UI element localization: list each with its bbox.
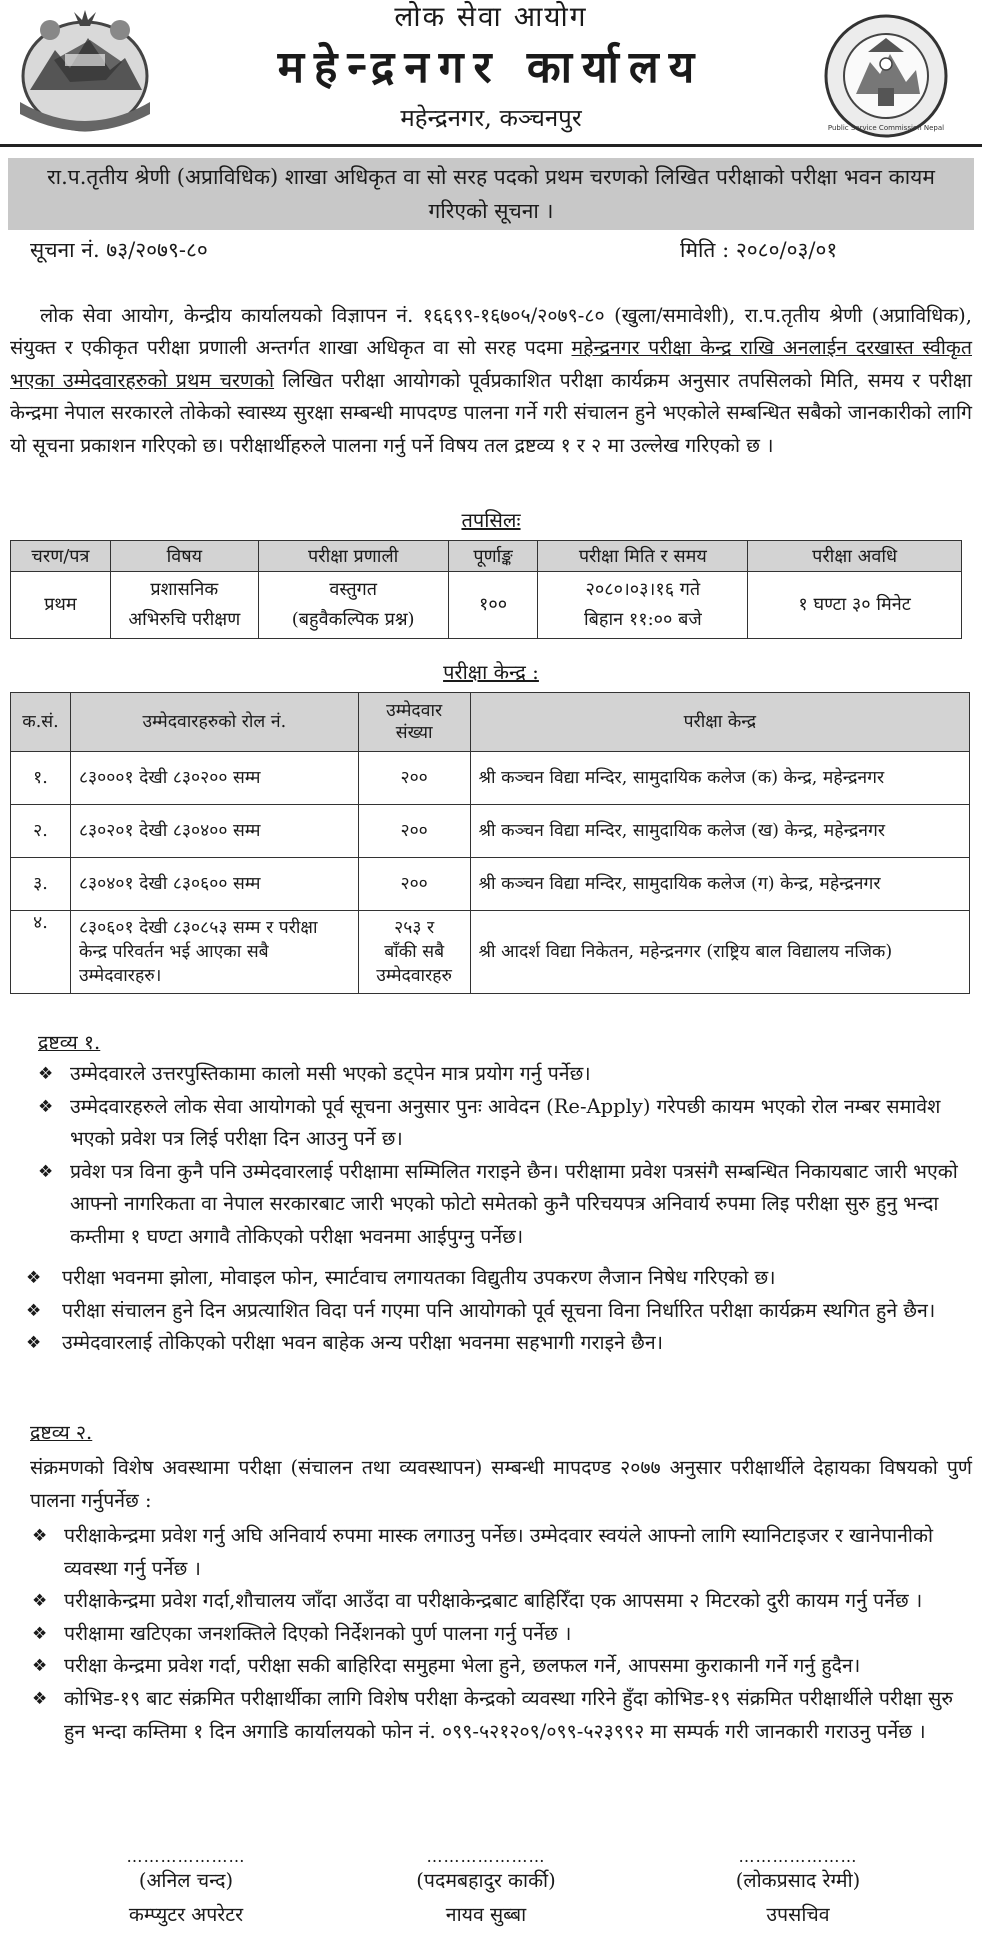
system-line: वस्तुगत xyxy=(329,579,377,600)
diamond-bullet-icon: ❖ xyxy=(32,1591,48,1612)
sn-cell: ४. xyxy=(11,911,71,994)
table-row xyxy=(11,752,970,805)
list-item xyxy=(30,1058,972,1091)
exam-centres-table xyxy=(10,692,970,994)
note2-list xyxy=(24,1520,972,1748)
body-text-underlined: महेन्द्रनगर परीक्षा केन्द्र राखि अनलाईन दरखास्त स्वीकृत भएका उम्मेदवारहरुको प्रथम चरणको xyxy=(10,336,972,392)
diamond-bullet-icon: ❖ xyxy=(38,1161,54,1182)
signature-line: ………………… xyxy=(426,1847,546,1866)
commission-name: लोक सेवा आयोग xyxy=(394,0,588,33)
table-header-row xyxy=(11,693,970,752)
sn-cell: २. xyxy=(11,805,71,858)
column-header: चरण/पत्र xyxy=(11,541,111,572)
body-text-part1: लोक सेवा आयोग, केन्द्रीय कार्यालयको विज्ञापन नं. १६६९९-१६७०५/२०७९-८० (खुला/समावेशी), रा.प.तृतीय श्रेणी (अप्राविधिक), संयुक्त र एकीकृत परीक्षा प्रणाली अन्तर्गत शाखा अधिकृत वा सो सरह पदमा xyxy=(10,304,972,360)
notice-title: रा.प.तृतीय श्रेणी (अप्राविधिक) शाखा अधिकृत वा सो सरह पदको प्रथम चरणको लिखित परीक्षाको परीक्षा भवन कायम गरिएको सूचना । xyxy=(47,165,935,223)
list-item-text: परीक्षा केन्द्रमा प्रवेश गर्दा, परीक्षा सकी बाहिरिदा समुहमा भेला हुने, छलफल गर्ने, आपसमा कुराकानी गर्ने गर्नु हुदैन। xyxy=(64,1654,861,1678)
list-item xyxy=(24,1650,972,1683)
list-item xyxy=(18,1262,972,1295)
list-item-text: परीक्षा भवनमा झोला, मोवाइल फोन, स्मार्टवाच लगायतका विद्युतीय उपकरण लैजान निषेध गरिएको छ। xyxy=(62,1266,776,1289)
centres-heading: परीक्षा केन्द्र : xyxy=(443,660,539,684)
list-item xyxy=(30,1156,972,1254)
count-line: २५३ र xyxy=(394,918,435,938)
header-divider xyxy=(0,144,982,147)
count-header-line: उम्मेदवार xyxy=(386,701,443,721)
table-row xyxy=(11,911,970,994)
list-item-text: परीक्षा संचालन हुने दिन अप्रत्याशित विदा पर्न गएमा पनि आयोगको पूर्व सूचना विना निर्धारित परीक्षा कार्यक्रम स्थगित हुने छैन। xyxy=(62,1298,936,1322)
count-header-line: संख्या xyxy=(395,723,433,743)
time-line: बिहान ११:०० बजे xyxy=(583,609,702,630)
signatory-name: (अनिल चन्द) xyxy=(138,1869,234,1892)
subject-line: अभिरुचि परीक्षण xyxy=(128,609,241,630)
centre-cell: श्री आदर्श विद्या निकेतन, महेन्द्रनगर (राष्ट्रिय बाल विद्यालय नजिक) xyxy=(470,911,969,994)
diamond-bullet-icon: ❖ xyxy=(26,1268,42,1288)
signature-line: ………………… xyxy=(738,1847,858,1866)
signatory-title: नायव सुब्बा xyxy=(445,1903,527,1926)
note1-list xyxy=(30,1058,972,1254)
date-line: २०८०।०३।१६ गते xyxy=(585,579,701,600)
table-row xyxy=(11,572,962,639)
list-item-text: उम्मेदवारहरुले लोक सेवा आयोगको पूर्व सूचना अनुसार पुनः आवेदन (Re-Apply) गरेपछी कायम भएको रोल नम्बर समावेश भएको प्रवेश पत्र लिई परीक्षा दिन आउनु पर्ने छ। xyxy=(70,1094,941,1151)
table-row xyxy=(11,805,970,858)
centre-cell: श्री कञ्चन विद्या मन्दिर, सामुदायिक कलेज (ख) केन्द्र, महेन्द्रनगर xyxy=(470,805,969,858)
count-cell: २०० xyxy=(358,805,470,858)
column-header-sn: क.सं. xyxy=(11,693,71,752)
duration-cell: १ घण्टा ३० मिनेट xyxy=(748,572,962,639)
roll-cell: ८३०६०१ देखी ८३०८५३ सम्म र परीक्षा केन्द्र परिवर्तन भई आएका सबै उम्मेदवारहरु। xyxy=(70,911,358,994)
diamond-bullet-icon: ❖ xyxy=(32,1526,48,1546)
column-header-centre: परीक्षा केन्द्र xyxy=(470,693,969,752)
diamond-bullet-icon: ❖ xyxy=(32,1688,48,1709)
centre-cell: श्री कञ्चन विद्या मन्दिर, सामुदायिक कलेज (ग) केन्द्र, महेन्द्रनगर xyxy=(470,858,969,911)
schedule-heading: तपसिलः xyxy=(461,508,521,532)
signatory-name: (पदमबहादुर कार्की) xyxy=(416,1869,556,1892)
column-header: पूर्णाङ्क xyxy=(448,541,538,572)
table-row xyxy=(11,858,970,911)
diamond-bullet-icon: ❖ xyxy=(32,1656,48,1677)
notice-body-paragraph xyxy=(10,300,972,462)
table-header-row xyxy=(11,541,962,572)
roll-cell: ८३०२०१ देखी ८३०४०० सम्म xyxy=(70,805,358,858)
sn-cell: १. xyxy=(11,752,71,805)
list-item xyxy=(24,1520,972,1585)
count-cell: २०० xyxy=(358,858,470,911)
note1-heading: द्रष्टव्य १. xyxy=(38,1031,101,1054)
signatory-title: उपसचिव xyxy=(766,1903,830,1926)
signature-block xyxy=(668,1847,928,1932)
svg-text:Public Service Commission Nepa: Public Service Commission Nepal xyxy=(827,124,945,132)
sn-cell: ३. xyxy=(11,858,71,911)
list-item-text: कोभिड-१९ बाट संक्रमित परीक्षार्थीका लागि विशेष परीक्षा केन्द्रको व्यवस्था गरिने हुँदा कोभिड-१९ संक्रमित परीक्षार्थीले परीक्षा सुरु हुन भन्दा कम्तिमा १ दिन अगाडि कार्यालयको फोन नं. ०९९-५२१२०९/०९९-५२३९९२ मा सम्पर्क गरी जानकारी गराउनु पर्नेछ । xyxy=(64,1686,954,1743)
list-item xyxy=(30,1091,972,1156)
list-item-text: उम्मेदवारलाई तोकिएको परीक्षा भवन बाहेक अन्य परीक्षा भवनमा सहभागी गराइने छैन। xyxy=(62,1331,664,1355)
list-item-text: परीक्षाकेन्द्रमा प्रवेश गर्दा,शौचालय जाँदा आउँदा वा परीक्षाकेन्द्रबाट बाहिरिँदा एक आपसमा २ मिटरको दुरी कायम गर्नु पर्नेछ । xyxy=(64,1589,923,1613)
signatory-name: (लोकप्रसाद रेग्मी) xyxy=(735,1869,861,1892)
note2-heading: द्रष्टव्य २. xyxy=(30,1421,93,1444)
signatory-title: कम्प्युटर अपरेटर xyxy=(128,1903,244,1926)
centre-cell: श्री कञ्चन विद्या मन्दिर, सामुदायिक कलेज (क) केन्द्र, महेन्द्रनगर xyxy=(470,752,969,805)
column-header: विषय xyxy=(110,541,258,572)
diamond-bullet-icon: ❖ xyxy=(38,1096,54,1117)
roll-cell: ८३०००१ देखी ८३०२०० सम्म xyxy=(70,752,358,805)
notice-number: सूचना नं. ७३/२०७९-८० xyxy=(30,238,208,262)
list-item-text: उम्मेदवारले उत्तरपुस्तिकामा कालो मसी भएको डट्पेन मात्र प्रयोग गर्नु पर्नेछ। xyxy=(70,1062,591,1085)
list-item-text: प्रवेश पत्र विना कुनै पनि उम्मेदवारलाई परीक्षामा सम्मिलित गराइने छैन। परीक्षामा प्रवेश पत्रसंगै सम्बन्धित निकायबाट जारी भएको आफ्नो नागरिकता वा नेपाल सरकारबाट जारी भएको फोटो समेतको कुनै परिचयपत्र अनिवार्य रुपमा लिइ परीक्षा सुरु हुनु भन्दा कम्तीमा १ घण्टा अगावै तोकिएको परीक्षा भवनमा आईपुग्नु पर्नेछ। xyxy=(70,1159,958,1248)
exam-schedule-table xyxy=(10,540,962,639)
column-header-roll: उम्मेदवारहरुको रोल नं. xyxy=(70,693,358,752)
list-item-text: परीक्षाकेन्द्रमा प्रवेश गर्नु अघि अनिवार्य रुपमा मास्क लगाउनु पर्नेछ। उम्मेदवार स्वयंले आफ्नो लागि स्यानिटाइजर र खानेपानीको व्यवस्था गर्नु पर्नेछ । xyxy=(64,1524,933,1580)
diamond-bullet-icon: ❖ xyxy=(26,1300,42,1321)
subject-cell xyxy=(110,572,258,639)
system-line: (बहुवैकल्पिक प्रश्न) xyxy=(291,609,415,630)
roll-cell: ८३०४०१ देखी ८३०६०० सम्म xyxy=(70,858,358,911)
office-name: महेन्द्रनगर कार्यालय xyxy=(277,42,705,93)
diamond-bullet-icon: ❖ xyxy=(26,1333,42,1354)
signature-line: ………………… xyxy=(126,1847,246,1866)
count-cell xyxy=(358,911,470,994)
diamond-bullet-icon: ❖ xyxy=(32,1623,48,1644)
signature-block xyxy=(356,1847,616,1932)
column-header: परीक्षा मिति र समय xyxy=(538,541,748,572)
list-item xyxy=(24,1683,972,1748)
list-item xyxy=(18,1295,972,1328)
signature-block xyxy=(56,1847,316,1932)
column-header-count xyxy=(358,693,470,752)
list-item-text: परीक्षामा खटिएका जनशक्तिले दिएको निर्देशनको पुर्ण पालना गर्नु पर्नेछ । xyxy=(64,1621,572,1645)
body-text-part2: लिखित परीक्षा आयोगको पूर्वप्रकाशित परीक्षा कार्यक्रम अनुसार तपसिलको मिति, समय र परीक्षा केन्द्रमा नेपाल सरकारले तोकेको स्वास्थ्य सुरक्षा सम्बन्धी मापदण्ड पालना गर्ने गरी संचालन हुने भएकोले सम्बन्धित सबैको जानकारीको लागि यो सूचना प्रकाशन गरिएको छ। परीक्षार्थीहरुले पालना गर्नु पर्ने विषय तल द्रष्टव्य १ र २ मा उल्लेख गरिएको छ । xyxy=(10,368,972,457)
count-line: उम्मेदवारहरु xyxy=(376,966,453,986)
system-cell xyxy=(258,572,448,639)
subject-line: प्रशासनिक xyxy=(150,579,219,600)
list-item xyxy=(18,1327,972,1360)
list-item xyxy=(24,1585,972,1618)
office-address: महेन्द्रनगर, कञ्चनपुर xyxy=(400,104,582,132)
full-marks-cell: १०० xyxy=(448,572,538,639)
notice-date: मिति : २०८०/०३/०१ xyxy=(680,238,838,262)
phase-cell: प्रथम xyxy=(11,572,111,639)
note2-intro: संक्रमणको विशेष अवस्थामा परीक्षा (संचालन तथा व्यवस्थापन) सम्बन्धी मापदण्ड २०७७ अनुसार परीक्षार्थीले देहायका विषयको पुर्ण पालना गर्नुपर्नेछ : xyxy=(30,1456,972,1512)
note1-list-continued xyxy=(18,1262,972,1360)
column-header: परीक्षा प्रणाली xyxy=(258,541,448,572)
datetime-cell xyxy=(538,572,748,639)
count-cell: २०० xyxy=(358,752,470,805)
count-line: बाँकी सबै xyxy=(384,942,445,962)
list-item xyxy=(24,1618,972,1651)
diamond-bullet-icon: ❖ xyxy=(38,1064,54,1084)
column-header: परीक्षा अवधि xyxy=(748,541,962,572)
